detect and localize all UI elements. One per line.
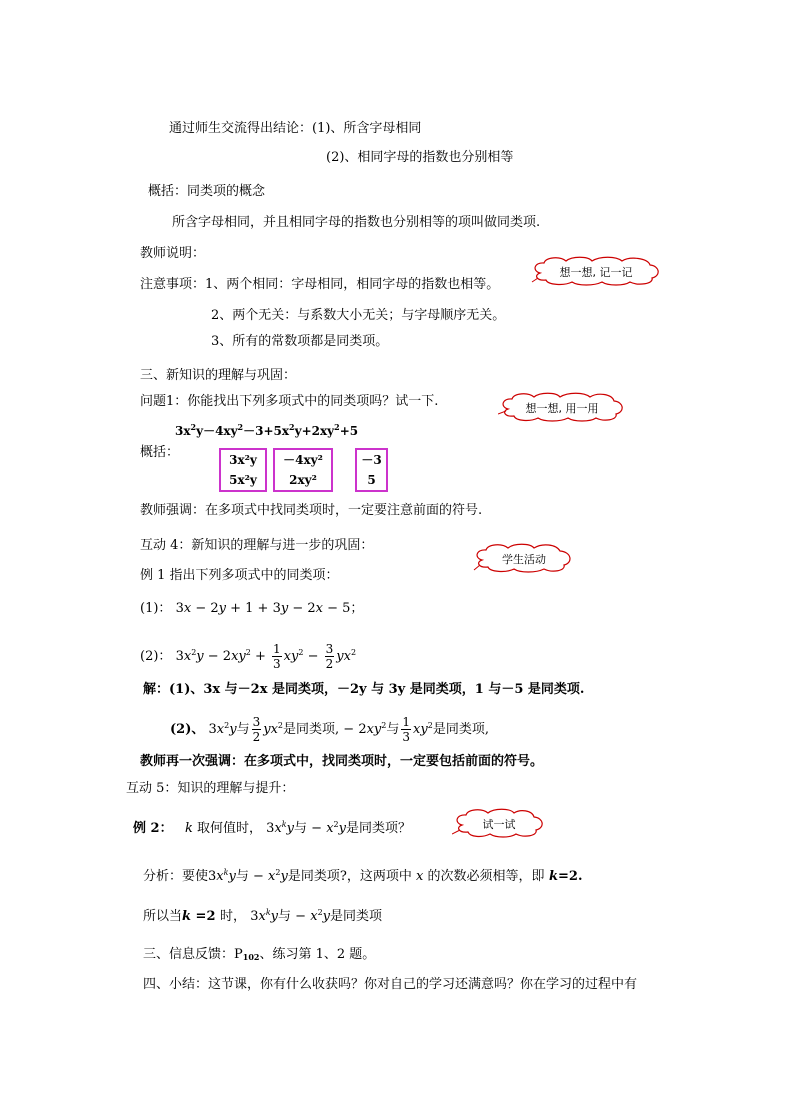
cloud-text: 想一想, 用一用 xyxy=(525,402,599,415)
example-1-part-1 xyxy=(140,600,363,618)
summary-label: 概括： xyxy=(140,445,180,460)
conclusion-k: 所以当k =2 时， $3x^ky$与 − $x^2y$是同类项 xyxy=(143,908,383,924)
like-terms-box-xy2 xyxy=(273,448,333,492)
connector-text: 分析：要使 xyxy=(143,869,209,884)
note-3: 3、所有的常数项都是同类项。 xyxy=(211,334,389,349)
summary-heading: 概括：同类项的概念 xyxy=(148,184,266,199)
feedback-line xyxy=(143,946,375,964)
connector-text: 是同类项?，这两项中 xyxy=(287,869,412,884)
thought-cloud-apply xyxy=(498,392,626,422)
interaction-4-heading: 互动 4：新知识的理解与进一步的巩固： xyxy=(140,538,374,553)
section-3-heading: 三、新知识的理解与巩固： xyxy=(140,368,297,383)
like-terms-box-x2y xyxy=(219,448,267,492)
math-expression: 3x − 2y + 1 + 3y − 2x − 5； xyxy=(175,601,364,616)
cloud-text: 试一试 xyxy=(482,818,516,831)
teacher-emphasis: 教师强调：在多项式中找同类项时，一定要注意前面的符号. xyxy=(140,503,483,518)
question-1: 问题1：你能找出下列多项式中的同类项吗？试一下. xyxy=(140,394,439,409)
connector-text: 与 xyxy=(278,909,292,924)
feedback-tail: 、练习第 1、2 题。 xyxy=(259,947,376,962)
connector-text: 是同类项, xyxy=(283,722,340,737)
page-number: 102 xyxy=(242,952,260,962)
analysis-line: 分析：要使$3x^ky$与 − $x^2y$是同类项?，这两项中 x 的次数必须相等，即 k=2. xyxy=(143,868,583,884)
box-term: 2xy² xyxy=(289,473,317,487)
conclusion-line-1: 通过师生交流得出结论：(1)、所含字母相同 xyxy=(169,121,422,136)
summary-question: 四、小结：这节课，你有什么收获吗？你对自己的学习还满意吗？你在学习的过程中有 xyxy=(143,977,638,992)
connector-text: 是同类项？ xyxy=(346,821,412,836)
box-term: 3x²y xyxy=(229,453,257,467)
feedback-text: 三、信息反馈：P xyxy=(143,947,243,962)
conclusion-line-2: (2)、相同字母的指数也分别相等 xyxy=(326,150,514,165)
example-label: 例 2： xyxy=(133,821,173,836)
connector-text: 与 xyxy=(236,722,250,737)
box-term: －3 xyxy=(361,453,382,467)
solution-part-1: 解：(1)、3x 与－2x 是同类项，－2y 与 3y 是同类项，1 与－5 是同类项. xyxy=(143,682,585,697)
definition-text: 所含字母相同，并且相同字母的指数也分别相等的项叫做同类项. xyxy=(172,215,541,230)
box-term: －4xy² xyxy=(283,453,323,467)
teacher-re-emphasis: 教师再一次强调：在多项式中，找同类项时，一定要包括前面的符号。 xyxy=(140,754,544,769)
example-1-part-2 xyxy=(140,642,356,671)
connector-text: 与 xyxy=(294,821,308,836)
thought-cloud-activity xyxy=(472,543,576,573)
box-term: 5 xyxy=(367,473,376,487)
note-2: 2、两个无关：与系数大小无关；与字母顺序无关。 xyxy=(211,308,506,323)
connector-text: 是同类项, xyxy=(432,722,489,737)
solution-part-2: (2)、 $3x^2y$与 $\frac{3}{2}$ $yx^2$是同类项, − $2xy^2$与 $\frac{1}{3}$ $xy^2$是同类项, xyxy=(170,715,489,744)
box-term: 5x²y xyxy=(229,473,257,487)
connector-text: 时， xyxy=(220,909,247,924)
like-terms-box-constants xyxy=(355,448,388,492)
thought-cloud-remember xyxy=(530,256,662,286)
connector-text: 的次数必须相等，即 xyxy=(427,869,545,884)
connector-text: 与 xyxy=(386,722,400,737)
thought-cloud-try xyxy=(452,808,546,838)
teacher-explains: 教师说明： xyxy=(140,246,206,261)
example-2: 例 2： k 取何值时， $3x^ky$与 − $x^2y$是同类项？ xyxy=(133,820,412,836)
part-label: (2)、 xyxy=(170,722,205,737)
connector-text: 是同类项 xyxy=(330,909,383,924)
math-expression: $3x^2y - 2xy^2$ + $\frac{1}{3}$ $xy^2$ − $\frac{3}{2}$ $yx^2$ xyxy=(175,642,357,671)
interaction-5-heading: 互动 5：知识的理解与提升： xyxy=(126,781,295,796)
polynomial-expression: $3x^2y-4xy^2-3+5x^2y+2xy^2+5$ xyxy=(175,422,359,438)
part-label: (1)： xyxy=(140,601,172,616)
note-1: 注意事项：1、两个相同：字母相同，相同字母的指数也相等。 xyxy=(140,277,500,292)
part-label: (2)： xyxy=(140,649,172,664)
cloud-text: 想一想, 记一记 xyxy=(559,266,633,279)
cloud-text: 学生活动 xyxy=(502,553,546,566)
connector-text: 与 xyxy=(235,869,249,884)
connector-text: 所以当 xyxy=(143,909,183,924)
example-1-heading: 例 1 指出下列多项式中的同类项： xyxy=(140,568,339,583)
connector-text: 取何值时， xyxy=(197,821,263,836)
